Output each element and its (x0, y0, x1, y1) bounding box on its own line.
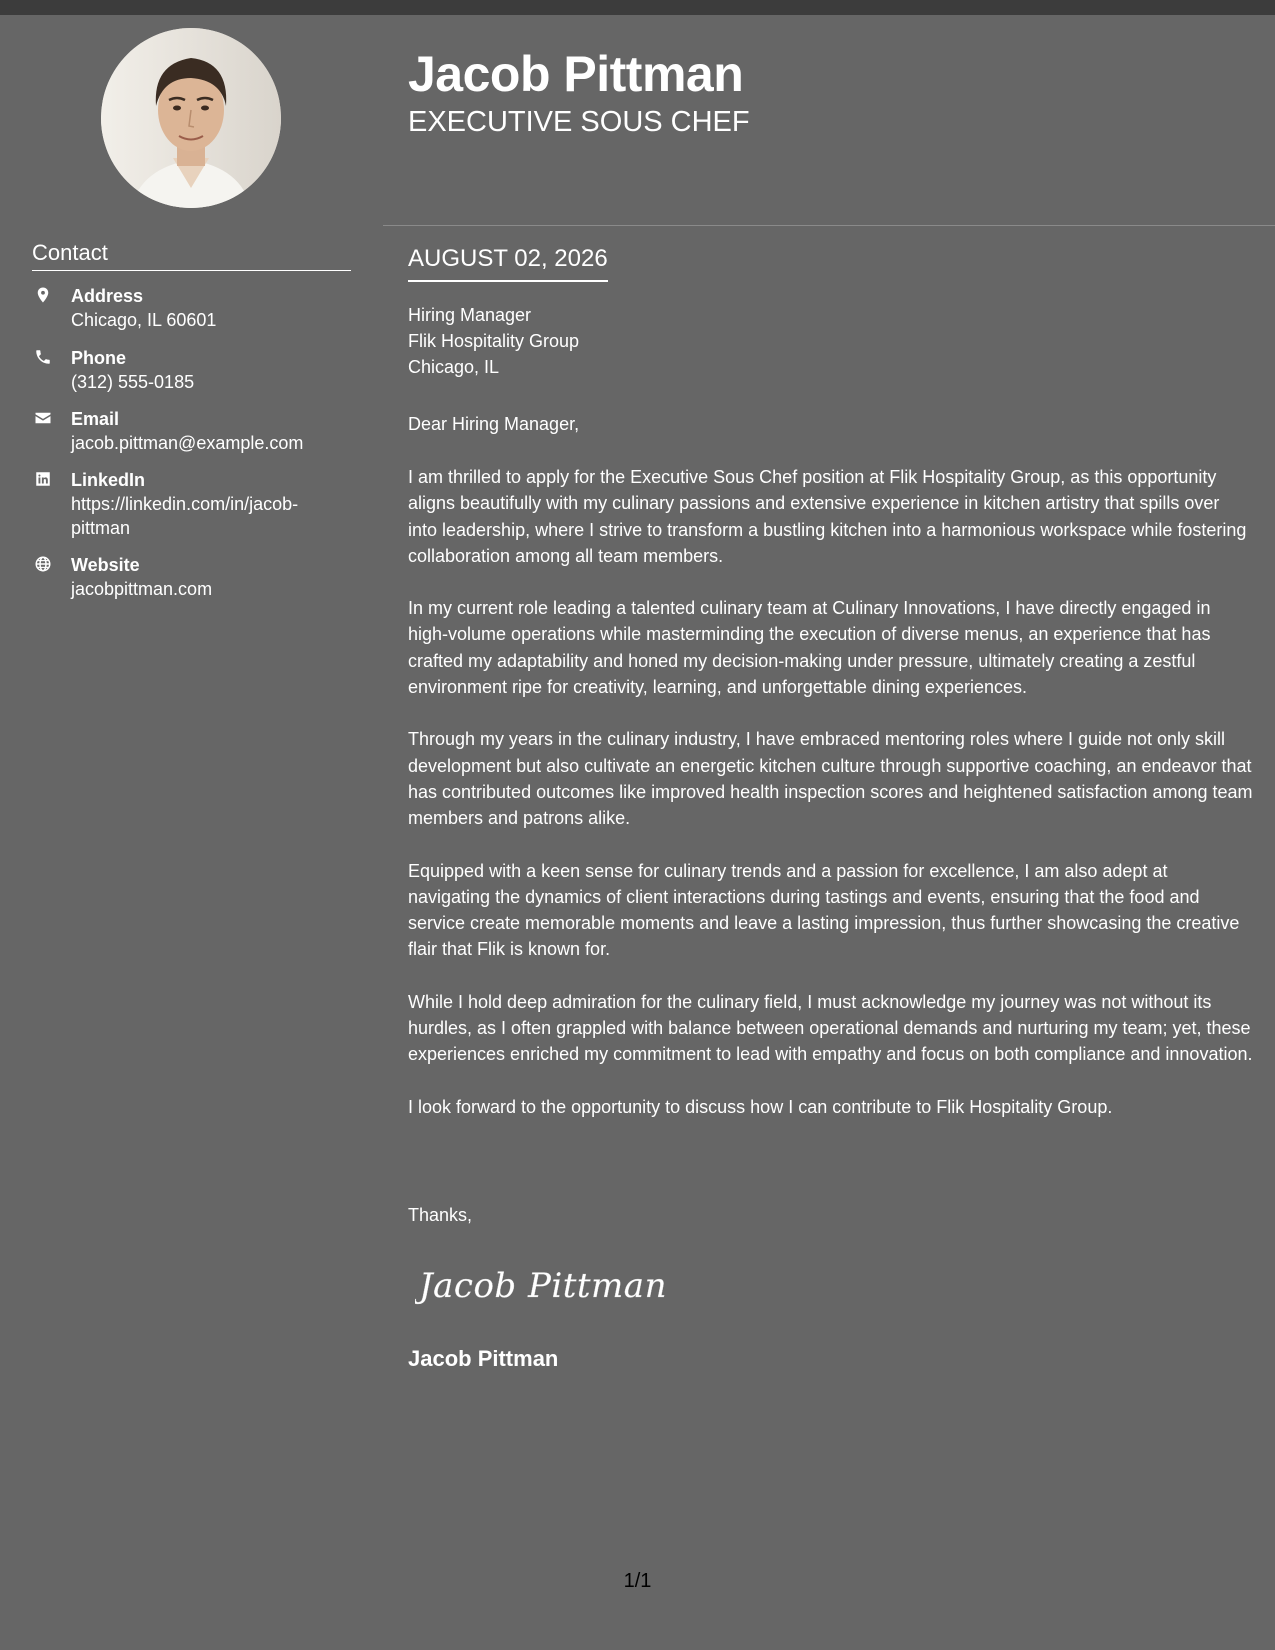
contact-label: Phone (71, 348, 127, 368)
body-paragraph: While I hold deep admiration for the culinary field, I must acknowledge my journey was not without its hurdles, as I often grappled with balance between operational demands and nurturing my team; yet, these experiences enriched my commitment to lead with empathy and focus on both compliance and innovation. (408, 991, 1253, 1065)
contact-item-website (32, 553, 352, 601)
contact-label: Address (71, 286, 144, 306)
letter-body (408, 464, 1253, 1146)
website-value[interactable]: jacobpittman.com (71, 579, 213, 599)
applicant-name: Jacob Pittman (408, 46, 744, 102)
closing: Thanks, (408, 1205, 473, 1225)
contact-item-linkedin (32, 468, 352, 540)
page-number: 1/1 (623, 1570, 652, 1592)
contact-item-address (32, 284, 352, 332)
salutation: Dear Hiring Manager, (408, 414, 580, 434)
body-paragraph: I am thrilled to apply for the Executive Sous Chef position at Flik Hospitality Group, as this opportunity aligns beautifully with my culinary passions and extensive experience in kitchen artistry that spills over into leadership, where I strive to transform a bustling kitchen into a harmonious workspace while fostering collaboration among all team members. (408, 467, 1247, 566)
signature-script: Jacob Pittman (419, 1266, 667, 1306)
globe-icon (34, 555, 52, 573)
body-paragraph: In my current role leading a talented culinary team at Culinary Innovations, I have directly engaged in high-volume operations while masterminding the execution of diverse menus, an experience that has crafted my adaptability and honed my decision-making under pressure, ultimately creating a zestful environment ripe for creativity, learning, and unforgettable dining experiences. (408, 598, 1211, 698)
linkedin-value[interactable]: https://linkedin.com/in/jacob-pittman (71, 494, 299, 538)
contact-label: Website (71, 555, 140, 575)
header-divider (383, 225, 1275, 226)
letter-date: AUGUST 02, 2026 (408, 244, 608, 282)
contact-item-email (32, 407, 352, 455)
body-paragraph: Through my years in the culinary industry, I have embraced mentoring roles where I guide not only skill development but also cultivate an energetic kitchen culture through supportive coaching, an endeavor that has contributed outcomes like improved health inspection scores and heightened satisfaction among team members and patrons alike. (408, 729, 1253, 829)
signer-name: Jacob Pittman (408, 1346, 559, 1371)
contact-list (32, 284, 352, 601)
phone-value: (312) 555-0185 (71, 372, 195, 392)
phone-icon (34, 348, 52, 366)
body-paragraph: I look forward to the opportunity to discuss how I can contribute to Flik Hospitality Group. (408, 1096, 1113, 1117)
top-bar (0, 0, 1275, 15)
contact-item-phone (32, 346, 352, 394)
contact-label: LinkedIn (71, 470, 146, 490)
map-pin-icon (34, 286, 52, 304)
handwritten-signature (415, 1255, 675, 1315)
address-value: Chicago, IL 60601 (71, 310, 217, 330)
email-value[interactable]: jacob.pittman@example.com (71, 433, 304, 453)
linkedin-icon (34, 470, 52, 488)
contact-label: Email (71, 409, 120, 429)
body-paragraph: Equipped with a keen sense for culinary trends and a passion for excellence, I am also adept at navigating the dynamics of client interactions during tastings and events, ensuring that the food and service create memorable moments and leave a lasting impression, thus further showcasing the creative flair that Flik is known for. (408, 860, 1240, 960)
recipient-line: Flik Hospitality Group (408, 331, 580, 351)
job-title: EXECUTIVE SOUS CHEF (408, 106, 750, 138)
envelope-icon (34, 409, 52, 427)
contact-heading: Contact (32, 240, 351, 271)
recipient-line: Hiring Manager (408, 305, 532, 325)
recipient-line: Chicago, IL (408, 357, 500, 377)
recipient-block (408, 302, 579, 380)
profile-photo (101, 28, 281, 208)
